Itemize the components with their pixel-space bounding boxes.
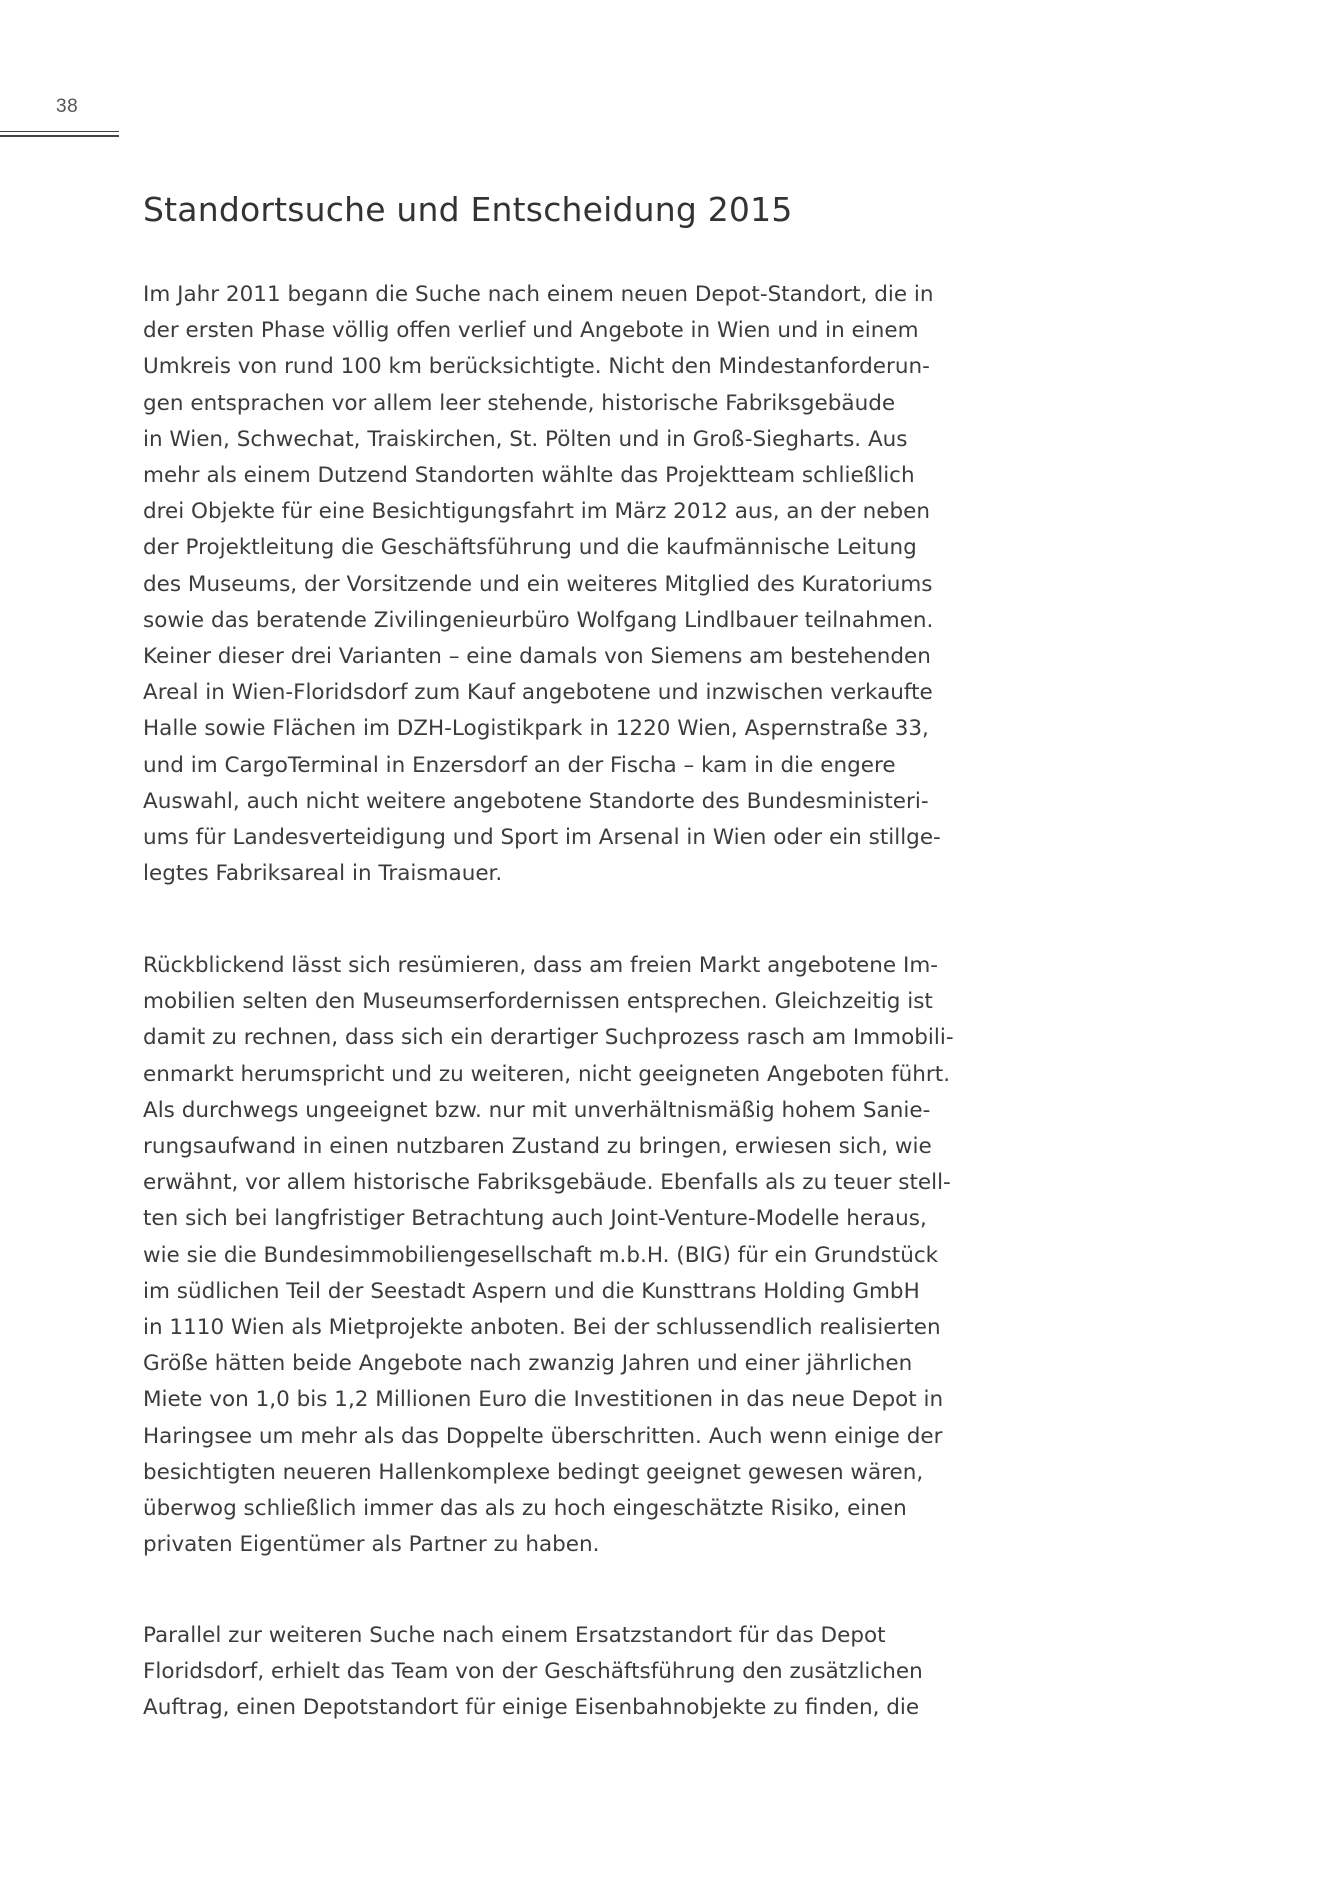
text-line: wie sie die Bundesimmobiliengesellschaft m.b.H. (BIG) für ein Grundstück bbox=[143, 1242, 939, 1268]
page-number: 38 bbox=[56, 96, 79, 117]
section-heading: Standortsuche und Entscheidung 2015 bbox=[143, 190, 793, 229]
text-line: des Museums, der Vorsitzende und ein weiteres Mitglied des Kuratoriums bbox=[143, 571, 933, 597]
text-line: Im Jahr 2011 begann die Suche nach einem neuen Depot-Standort, die in bbox=[143, 282, 934, 307]
text-line: Größe hätten beide Angebote nach zwanzig Jahren und einer jährlichen bbox=[143, 1351, 913, 1377]
text-line: im südlichen Teil der Seestadt Aspern und die Kunsttrans Holding GmbH bbox=[143, 1278, 920, 1304]
text-line: in 1110 Wien als Mietprojekte anboten. Bei der schlussendlich realisierten bbox=[143, 1315, 941, 1340]
text-line: Miete von 1,0 bis 1,2 Millionen Euro die Investitionen in das neue Depot in bbox=[143, 1387, 944, 1413]
text-line: rungsaufwand in einen nutzbaren Zustand zu bringen, erwiesen sich, wie bbox=[143, 1134, 932, 1159]
text-line: der Projektleitung die Geschäftsführung und die kaufmännische Leitung bbox=[143, 535, 917, 561]
text-line: damit zu rechnen, dass sich ein derartiger Suchprozess rasch am Immobili- bbox=[143, 1025, 954, 1051]
text-line: mobilien selten den Museumserfordernissen entsprechen. Gleichzeitig ist bbox=[143, 989, 933, 1015]
header-rule-thick bbox=[0, 135, 119, 137]
text-line: in Wien, Schwechat, Traiskirchen, St. Pölten und in Groß-Siegharts. Aus bbox=[143, 426, 908, 452]
text-line: Areal in Wien-Floridsdorf zum Kauf angebotene und inzwischen verkaufte bbox=[143, 680, 933, 706]
text-line: besichtigten neueren Hallenkomplexe bedingt geeignet gewesen wären, bbox=[143, 1459, 924, 1485]
text-line: Rückblickend lässt sich resümieren, dass am freien Markt angebotene Im- bbox=[143, 953, 939, 978]
text-line: Als durchwegs ungeeignet bzw. nur mit unverhältnismäßig hohem Sanie- bbox=[143, 1097, 931, 1123]
text-line: Auswahl, auch nicht weitere angebotene Standorte des Bundesministeri- bbox=[143, 788, 929, 814]
header-rule bbox=[0, 131, 119, 132]
text-line: enmarkt herumspricht und zu weiteren, nicht geeigneten Angeboten führt. bbox=[143, 1061, 951, 1087]
text-line: Halle sowie Flächen im DZH-Logistikpark in 1220 Wien, Aspernstraße 33, bbox=[143, 716, 929, 742]
text-line: Haringsee um mehr als das Doppelte überschritten. Auch wenn einige der bbox=[143, 1423, 943, 1449]
text-line: Keiner dieser drei Varianten – eine damals von Siemens am bestehenden bbox=[143, 644, 931, 669]
text-line: überwog schließlich immer das als zu hoch eingeschätzte Risiko, einen bbox=[143, 1496, 907, 1521]
text-line: ums für Landesverteidigung und Sport im Arsenal in Wien oder ein stillge- bbox=[143, 825, 941, 850]
text-line: der ersten Phase völlig offen verlief und Angebote in Wien und in einem bbox=[143, 318, 919, 344]
text-line: privaten Eigentümer als Partner zu haben. bbox=[143, 1532, 600, 1558]
text-line: Umkreis von rund 100 km berücksichtigte. Nicht den Mindestanforderun- bbox=[143, 354, 930, 380]
text-line: mehr als einem Dutzend Standorten wählte das Projektteam schließlich bbox=[143, 463, 915, 488]
text-line: Floridsdorf, erhielt das Team von der Geschäftsführung den zusätzlichen bbox=[143, 1659, 923, 1685]
text-line: Auftrag, einen Depotstandort für einige Eisenbahnobjekte zu finden, die bbox=[143, 1695, 920, 1721]
text-line: Parallel zur weiteren Suche nach einem Ersatzstandort für das Depot bbox=[143, 1623, 886, 1648]
text-line: gen entsprachen vor allem leer stehende, historische Fabriksgebäude bbox=[143, 390, 896, 416]
text-line: erwähnt, vor allem historische Fabriksgebäude. Ebenfalls als zu teuer stell- bbox=[143, 1170, 951, 1196]
text-line: drei Objekte für eine Besichtigungsfahrt im März 2012 aus, an der neben bbox=[143, 499, 930, 525]
text-line: sowie das beratende Zivilingenieurbüro Wolfgang Lindlbauer teilnahmen. bbox=[143, 607, 934, 633]
text-line: legtes Fabriksareal in Traismauer. bbox=[143, 861, 503, 887]
text-line: ten sich bei langfristiger Betrachtung auch Joint-Venture-Modelle heraus, bbox=[143, 1206, 927, 1232]
text-line: und im CargoTerminal in Enzersdorf an der Fischa – kam in die engere bbox=[143, 752, 896, 778]
